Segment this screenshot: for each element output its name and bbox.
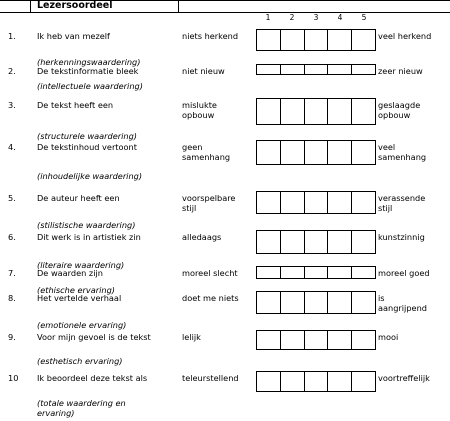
rating-box-1[interactable] xyxy=(257,267,281,278)
rating-box-4[interactable] xyxy=(328,141,352,164)
item-number: 9. xyxy=(8,332,16,342)
high-anchor-label: zeer nieuw xyxy=(378,66,423,76)
low-anchor-label: stijl xyxy=(182,203,197,213)
rating-box-4[interactable] xyxy=(328,331,352,349)
rating-box-2[interactable] xyxy=(281,30,305,50)
high-anchor-label: veel xyxy=(378,142,396,152)
rating-box-3[interactable] xyxy=(305,192,329,213)
item-category: (herkenningswaardering) xyxy=(37,57,141,67)
rating-scale-grid xyxy=(256,98,376,125)
item-number: 5. xyxy=(8,193,16,203)
item-statement: De auteur heeft een xyxy=(37,193,120,203)
scale-label-5: 5 xyxy=(361,13,367,22)
rating-box-5[interactable] xyxy=(352,331,375,349)
rating-box-2[interactable] xyxy=(281,141,305,164)
rating-scale-grid xyxy=(256,140,376,165)
rating-scale-grid xyxy=(256,191,376,214)
item-statement: De waarden zijn xyxy=(37,268,103,278)
title-cell-right-border xyxy=(178,0,179,12)
item-number: 10 xyxy=(8,373,19,383)
rating-box-3[interactable] xyxy=(305,372,329,391)
rating-box-4[interactable] xyxy=(328,292,352,313)
item-category: (intellectuele waardering) xyxy=(37,81,143,91)
rating-box-5[interactable] xyxy=(352,292,375,313)
rating-box-2[interactable] xyxy=(281,231,305,253)
item-statement: De tekstinhoud vertoont xyxy=(37,142,137,152)
high-anchor-label: aangrijpend xyxy=(378,303,427,313)
item-statement: Het vertelde verhaal xyxy=(37,293,122,303)
item-category: (emotionele ervaring) xyxy=(37,320,127,330)
item-category: (stilistische waardering) xyxy=(37,220,136,230)
scale-label-4: 4 xyxy=(337,13,343,22)
high-anchor-label: kunstzinnig xyxy=(378,232,425,242)
rating-scale-grid xyxy=(256,371,376,392)
rating-box-3[interactable] xyxy=(305,292,329,313)
item-statement: De tekst heeft een xyxy=(37,100,114,110)
item-category: (literaire waardering) xyxy=(37,260,125,270)
item-category: (ethische ervaring) xyxy=(37,285,115,295)
rating-box-5[interactable] xyxy=(352,65,375,74)
item-statement: Voor mijn gevoel is de tekst xyxy=(37,332,151,342)
rating-box-5[interactable] xyxy=(352,141,375,164)
item-category: (totale waardering en xyxy=(37,398,126,408)
low-anchor-label: voorspelbare xyxy=(182,193,236,203)
high-anchor-label: moreel goed xyxy=(378,268,430,278)
rating-box-1[interactable] xyxy=(257,99,281,124)
rating-box-1[interactable] xyxy=(257,65,281,74)
low-anchor-label: teleurstellend xyxy=(182,373,239,383)
high-anchor-label: opbouw xyxy=(378,110,411,120)
high-anchor-label: verassende xyxy=(378,193,426,203)
high-anchor-label: veel herkend xyxy=(378,31,432,41)
rating-box-4[interactable] xyxy=(328,99,352,124)
rating-box-3[interactable] xyxy=(305,231,329,253)
low-anchor-label: lelijk xyxy=(182,332,201,342)
item-statement: Ik beoordeel deze tekst als xyxy=(37,373,148,383)
rating-scale-grid xyxy=(256,29,376,51)
rating-scale-grid xyxy=(256,266,376,279)
high-anchor-label: samenhang xyxy=(378,152,427,162)
rating-box-4[interactable] xyxy=(328,267,352,278)
high-anchor-label: is xyxy=(378,293,385,303)
rating-box-5[interactable] xyxy=(352,99,375,124)
rating-box-3[interactable] xyxy=(305,331,329,349)
rating-box-3[interactable] xyxy=(305,65,329,74)
rating-scale-grid xyxy=(256,291,376,314)
form-title: Lezersoordeel xyxy=(37,0,113,11)
item-category-continued: ervaring) xyxy=(37,408,75,418)
item-number: 1. xyxy=(8,31,16,41)
item-category: (structurele waardering) xyxy=(37,131,137,141)
high-anchor-label: voortreffelijk xyxy=(378,373,430,383)
rating-box-3[interactable] xyxy=(305,141,329,164)
rating-box-1[interactable] xyxy=(257,331,281,349)
scale-header xyxy=(256,13,376,25)
item-number: 7. xyxy=(8,268,16,278)
scale-label-2: 2 xyxy=(289,13,295,22)
low-anchor-label: moreel slecht xyxy=(182,268,238,278)
rating-box-1[interactable] xyxy=(257,292,281,313)
item-category: (esthetisch ervaring) xyxy=(37,356,123,366)
rating-box-4[interactable] xyxy=(328,372,352,391)
low-anchor-label: opbouw xyxy=(182,110,215,120)
low-anchor-label: samenhang xyxy=(182,152,231,162)
scale-label-1: 1 xyxy=(265,13,271,22)
rating-box-1[interactable] xyxy=(257,231,281,253)
rating-box-1[interactable] xyxy=(257,192,281,213)
rating-box-5[interactable] xyxy=(352,231,375,253)
low-anchor-label: mislukte xyxy=(182,100,217,110)
rating-box-2[interactable] xyxy=(281,292,305,313)
item-category: (inhoudelijke waardering) xyxy=(37,171,143,181)
low-anchor-label: alledaags xyxy=(182,232,222,242)
low-anchor-label: doet me niets xyxy=(182,293,239,303)
rating-box-5[interactable] xyxy=(352,192,375,213)
high-anchor-label: geslaagde xyxy=(378,100,421,110)
rating-box-3[interactable] xyxy=(305,99,329,124)
rating-box-2[interactable] xyxy=(281,192,305,213)
rating-scale-grid xyxy=(256,230,376,254)
rating-box-2[interactable] xyxy=(281,372,305,391)
rating-box-2[interactable] xyxy=(281,267,305,278)
rating-box-5[interactable] xyxy=(352,267,375,278)
item-number: 4. xyxy=(8,142,16,152)
item-number: 3. xyxy=(8,100,16,110)
item-number: 6. xyxy=(8,232,16,242)
rating-box-2[interactable] xyxy=(281,331,305,349)
rating-box-1[interactable] xyxy=(257,30,281,50)
rating-box-5[interactable] xyxy=(352,372,375,391)
rating-box-1[interactable] xyxy=(257,141,281,164)
rating-box-5[interactable] xyxy=(352,30,375,50)
item-statement: Dit werk is in artistiek zin xyxy=(37,232,141,242)
item-statement: Ik heb van mezelf xyxy=(37,31,110,41)
rating-box-2[interactable] xyxy=(281,99,305,124)
rating-box-1[interactable] xyxy=(257,372,281,391)
item-number: 2. xyxy=(8,66,16,76)
rating-box-3[interactable] xyxy=(305,267,329,278)
rating-box-2[interactable] xyxy=(281,65,305,74)
scale-label-3: 3 xyxy=(313,13,319,22)
high-anchor-label: mooi xyxy=(378,332,399,342)
low-anchor-label: niets herkend xyxy=(182,31,239,41)
rating-scale-grid xyxy=(256,64,376,75)
rating-box-4[interactable] xyxy=(328,30,352,50)
rating-box-4[interactable] xyxy=(328,231,352,253)
rating-box-3[interactable] xyxy=(305,30,329,50)
low-anchor-label: geen xyxy=(182,142,203,152)
rating-box-4[interactable] xyxy=(328,65,352,74)
item-statement: De tekstinformatie bleek xyxy=(37,66,139,76)
item-number: 8. xyxy=(8,293,16,303)
high-anchor-label: stijl xyxy=(378,203,393,213)
rating-box-4[interactable] xyxy=(328,192,352,213)
title-cell-left-border xyxy=(30,0,31,12)
rating-scale-grid xyxy=(256,330,376,350)
low-anchor-label: niet nieuw xyxy=(182,66,225,76)
title-cell-line-bottom xyxy=(0,12,450,13)
